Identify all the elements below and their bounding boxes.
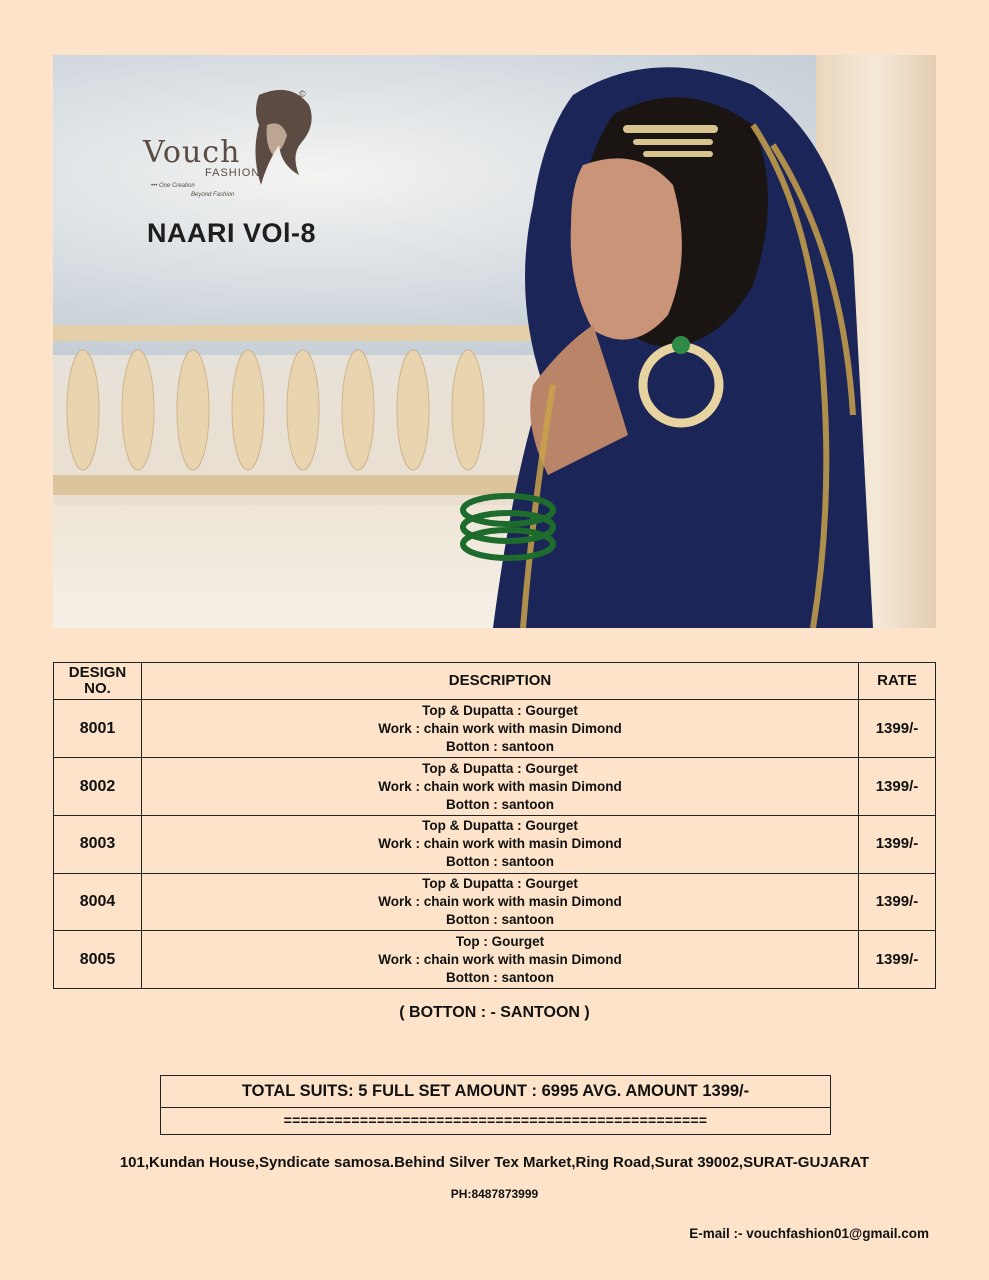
table-row — [54, 931, 936, 989]
description-line: Top & Dupatta : Gourget — [422, 818, 578, 834]
description-line: Work : chain work with masin Dimond — [378, 720, 622, 736]
table-row — [54, 700, 936, 758]
table-header-row — [54, 663, 936, 700]
description-cell — [142, 873, 859, 931]
rate-table — [53, 662, 936, 989]
description-cell — [142, 815, 859, 873]
design-number: 8002 — [54, 758, 142, 816]
design-number: 8001 — [54, 700, 142, 758]
rate-cell: 1399/- — [859, 815, 936, 873]
description-line: Work : chain work with masin Dimond — [378, 951, 622, 967]
rate-cell: 1399/- — [859, 758, 936, 816]
table-row — [54, 815, 936, 873]
header-design-no: DESIGN NO. — [54, 663, 142, 700]
design-number: 8004 — [54, 873, 142, 931]
phone-text: PH:8487873999 — [450, 1187, 539, 1201]
brand-tagline-1: ••• One Creation — [151, 183, 195, 189]
design-number: 8005 — [54, 931, 142, 989]
description-line: Work : chain work with masin Dimond — [378, 778, 622, 794]
header-rate: RATE — [859, 663, 936, 700]
description-line: Botton : santoon — [446, 796, 554, 812]
header-description: DESCRIPTION — [142, 663, 859, 700]
table-row — [54, 758, 936, 816]
description-line: Botton : santoon — [446, 911, 554, 927]
catalog-title: NAARI VOl-8 — [147, 218, 317, 248]
address-text: 101,Kundan House,Syndicate samosa.Behind Silver Tex Market,Ring Road,Surat 39002,SURAT-GUJARAT — [119, 1154, 870, 1171]
total-summary-box — [160, 1075, 831, 1135]
email-text: E-mail :- vouchfashion01@gmail.com — [689, 1226, 929, 1241]
description-cell — [142, 758, 859, 816]
description-line: Work : chain work with masin Dimond — [378, 836, 622, 852]
table-row — [54, 873, 936, 931]
copyright-mark: © — [299, 89, 306, 99]
description-line: Top & Dupatta : Gourget — [422, 702, 578, 718]
brand-logo-sub: FASHION — [205, 167, 261, 179]
description-line: Top & Dupatta : Gourget — [422, 875, 578, 891]
description-line: Top : Gourget — [455, 933, 545, 949]
separator-line: ================================================== — [283, 1112, 708, 1128]
rate-cell: 1399/- — [859, 931, 936, 989]
brand-tagline-2: Beyond Fashion — [191, 192, 235, 198]
description-line: Botton : santoon — [446, 969, 554, 985]
bottom-fabric-note: ( BOTTON : - SANTOON ) — [399, 1004, 590, 1021]
description-cell — [142, 931, 859, 989]
total-summary-text: TOTAL SUITS: 5 FULL SET AMOUNT : 6995 AVG. AMOUNT 1399/- — [161, 1076, 830, 1108]
description-line: Top & Dupatta : Gourget — [422, 760, 578, 776]
model-figure — [453, 55, 873, 628]
rate-cell: 1399/- — [859, 873, 936, 931]
description-line: Work : chain work with masin Dimond — [378, 893, 622, 909]
description-line: Botton : santoon — [446, 738, 554, 754]
design-number: 8003 — [54, 815, 142, 873]
hero-photo — [53, 55, 936, 628]
rate-cell: 1399/- — [859, 700, 936, 758]
description-cell — [142, 700, 859, 758]
brand-logo-word: Vouch — [143, 135, 241, 170]
description-line: Botton : santoon — [446, 854, 554, 870]
